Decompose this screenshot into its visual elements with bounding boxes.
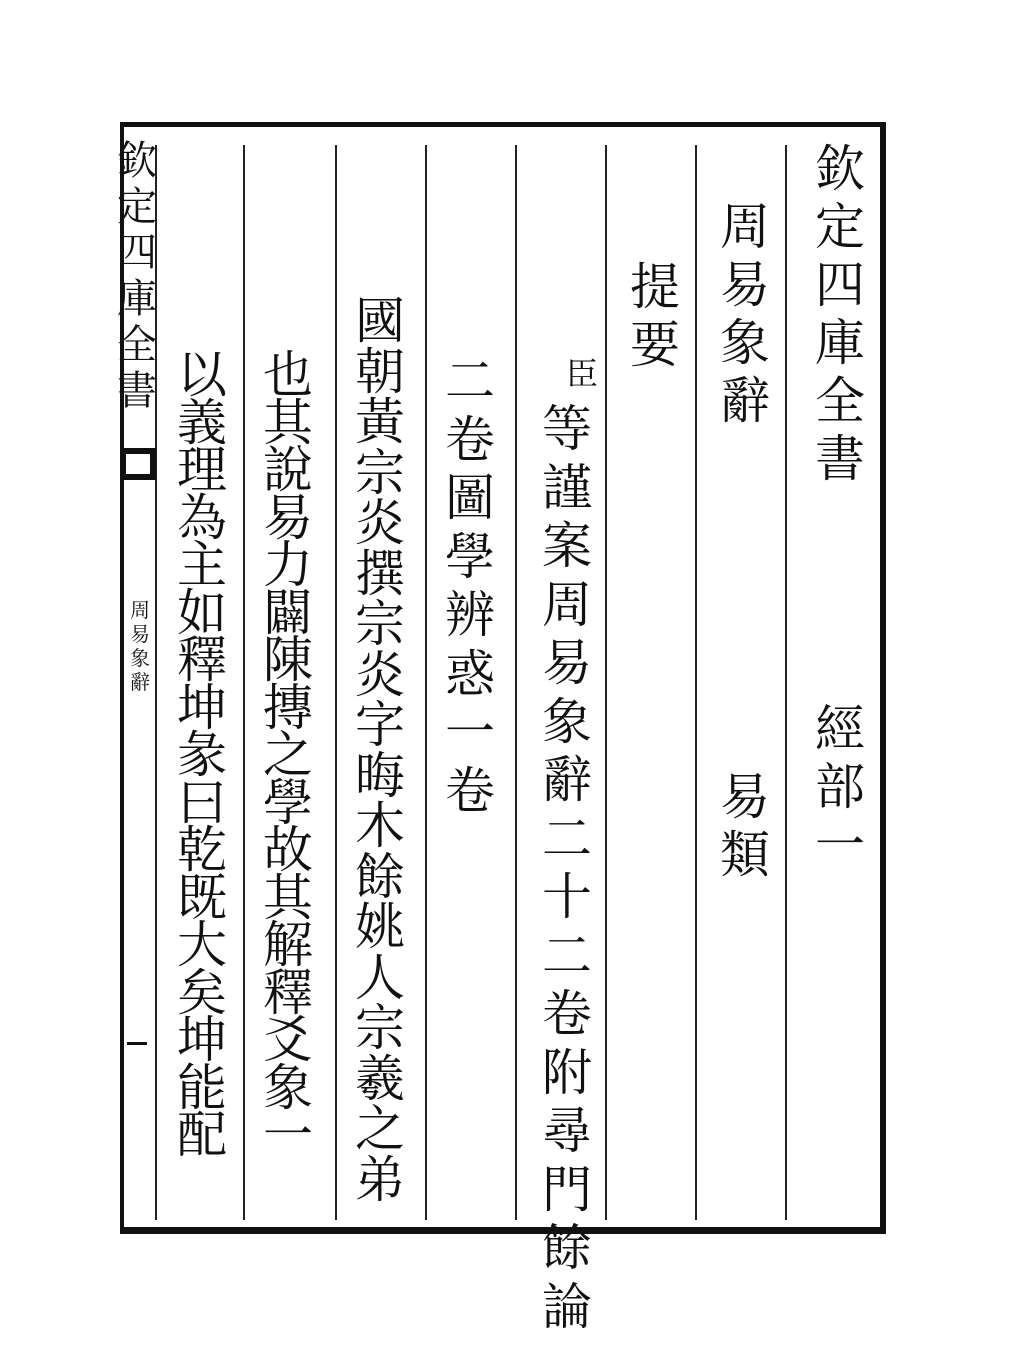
glyph: 論 bbox=[542, 1277, 592, 1336]
glyph: 象 bbox=[542, 692, 592, 751]
glyph: 提 bbox=[630, 258, 680, 316]
glyph: 如 bbox=[177, 583, 227, 642]
glyph: 書 bbox=[815, 430, 865, 488]
glyph: 朝 bbox=[355, 342, 405, 401]
glyph: 一 bbox=[445, 703, 495, 761]
heading-abstract bbox=[625, 258, 685, 374]
glyph: 以 bbox=[177, 346, 227, 404]
fishtail-mark-inner bbox=[126, 454, 150, 474]
glyph: 四 bbox=[815, 256, 865, 314]
glyph: 宗 bbox=[355, 999, 405, 1057]
glyph: 易 bbox=[542, 634, 592, 692]
heading-book-title bbox=[715, 198, 775, 430]
glyph: 十 bbox=[542, 868, 592, 926]
glyph: 宗 bbox=[355, 595, 405, 653]
glyph: 彖 bbox=[177, 726, 227, 784]
glyph: 門 bbox=[542, 1160, 592, 1219]
glyph: 周 bbox=[720, 198, 770, 256]
glyph: 辭 bbox=[720, 372, 770, 430]
margin-book-title bbox=[120, 598, 160, 694]
glyph: 闢 bbox=[263, 583, 313, 642]
column-rule bbox=[335, 145, 337, 1220]
glyph: 炎 bbox=[355, 494, 405, 552]
glyph: 謹 bbox=[542, 458, 592, 517]
column-rule bbox=[515, 145, 517, 1220]
glyph: 學 bbox=[263, 773, 313, 832]
glyph: 說 bbox=[263, 441, 313, 499]
glyph: 也 bbox=[263, 346, 313, 404]
glyph: 圖 bbox=[445, 469, 495, 527]
glyph: 為 bbox=[177, 488, 227, 547]
text-column-7 bbox=[258, 346, 318, 1164]
glyph: 欽 bbox=[815, 140, 865, 198]
glyph: 一 bbox=[263, 1106, 313, 1164]
glyph: 人 bbox=[355, 948, 405, 1007]
glyph: 宗 bbox=[355, 443, 405, 502]
glyph: 卷 bbox=[445, 761, 495, 820]
glyph: 晦 bbox=[355, 746, 405, 805]
glyph: 之 bbox=[355, 1100, 405, 1158]
glyph: 辭 bbox=[542, 751, 592, 809]
glyph: 餘 bbox=[355, 847, 405, 906]
frame-bottom-border bbox=[120, 1227, 886, 1234]
glyph: 象 bbox=[130, 646, 150, 670]
glyph: 附 bbox=[542, 1043, 592, 1102]
glyph: 全 bbox=[815, 372, 865, 430]
text-column-5 bbox=[440, 352, 500, 820]
glyph: 四 bbox=[117, 230, 157, 276]
glyph: 國 bbox=[355, 292, 405, 350]
glyph: 矣 bbox=[177, 963, 227, 1022]
text-column-8 bbox=[172, 346, 232, 1164]
glyph: 摶 bbox=[263, 678, 313, 737]
glyph: 案 bbox=[542, 517, 592, 575]
heading-category bbox=[715, 768, 775, 884]
glyph: 周 bbox=[130, 598, 150, 622]
glyph: 姚 bbox=[355, 898, 405, 956]
frame-top-border bbox=[124, 122, 886, 127]
glyph: 能 bbox=[177, 1058, 227, 1117]
glyph: 要 bbox=[630, 316, 680, 374]
glyph: 書 bbox=[117, 368, 157, 414]
glyph: 乾 bbox=[177, 821, 227, 879]
glyph: 易 bbox=[720, 768, 770, 826]
glyph: 羲 bbox=[355, 1049, 405, 1108]
text-column-4 bbox=[537, 400, 597, 1336]
glyph: 解 bbox=[263, 916, 313, 974]
glyph: 卷 bbox=[542, 985, 592, 1043]
glyph: 易 bbox=[263, 488, 313, 547]
glyph: 全 bbox=[117, 322, 157, 368]
glyph: 定 bbox=[117, 184, 157, 230]
column-rule bbox=[425, 145, 427, 1220]
heading-collection-title bbox=[810, 140, 870, 488]
glyph: 辭 bbox=[130, 670, 150, 694]
text-column-6 bbox=[350, 292, 410, 1209]
glyph: 二 bbox=[445, 352, 495, 410]
glyph: 餘 bbox=[542, 1219, 592, 1277]
glyph: 義 bbox=[177, 393, 227, 452]
glyph: 其 bbox=[263, 393, 313, 452]
glyph: 等 bbox=[542, 400, 592, 458]
glyph: 經 bbox=[815, 700, 865, 758]
column-rule bbox=[695, 145, 697, 1220]
glyph: 類 bbox=[720, 826, 770, 884]
text-minister bbox=[552, 356, 612, 392]
frame-right-border bbox=[880, 122, 886, 1232]
glyph: 學 bbox=[445, 527, 495, 586]
glyph: 曰 bbox=[177, 773, 227, 832]
glyph: 庫 bbox=[815, 314, 865, 372]
glyph: 象 bbox=[263, 1058, 313, 1117]
glyph: 木 bbox=[355, 797, 405, 855]
glyph: 部 bbox=[815, 758, 865, 816]
glyph: 尋 bbox=[542, 1102, 592, 1160]
glyph: 陳 bbox=[263, 631, 313, 689]
glyph: 坤 bbox=[177, 1011, 227, 1069]
column-rule bbox=[243, 145, 245, 1220]
glyph: 弟 bbox=[355, 1150, 405, 1209]
glyph: 象 bbox=[720, 314, 770, 372]
margin-page-number-text bbox=[124, 1026, 144, 1055]
glyph: 坤 bbox=[177, 678, 227, 737]
glyph: 臣 bbox=[565, 355, 598, 393]
glyph: 力 bbox=[263, 536, 313, 594]
glyph: 黃 bbox=[355, 393, 405, 451]
glyph: 之 bbox=[263, 726, 313, 784]
glyph: 炎 bbox=[355, 645, 405, 704]
glyph: 理 bbox=[177, 441, 227, 499]
glyph: 釋 bbox=[177, 631, 227, 689]
margin-collection-title bbox=[117, 138, 157, 414]
glyph: 撰 bbox=[355, 544, 405, 603]
glyph: 欽 bbox=[117, 138, 157, 184]
glyph: 其 bbox=[263, 868, 313, 927]
column-rule bbox=[785, 145, 787, 1220]
glyph: 配 bbox=[177, 1106, 227, 1164]
glyph: 釋 bbox=[263, 963, 313, 1022]
column-rule bbox=[605, 145, 607, 1220]
glyph: 故 bbox=[263, 821, 313, 879]
glyph: 大 bbox=[177, 916, 227, 974]
glyph: 卷 bbox=[445, 410, 495, 469]
glyph: 易 bbox=[130, 622, 150, 646]
glyph: 定 bbox=[815, 198, 865, 256]
glyph: 惑 bbox=[445, 644, 495, 703]
glyph: 主 bbox=[177, 536, 227, 594]
glyph: 二 bbox=[542, 926, 592, 985]
glyph: 字 bbox=[355, 696, 405, 754]
glyph: 周 bbox=[542, 575, 592, 634]
heading-section bbox=[810, 700, 870, 874]
glyph: 一 bbox=[815, 816, 865, 874]
glyph: 二 bbox=[542, 809, 592, 868]
glyph: 既 bbox=[177, 868, 227, 927]
glyph: 爻 bbox=[263, 1011, 313, 1069]
glyph: 庫 bbox=[117, 276, 157, 322]
glyph: 易 bbox=[720, 256, 770, 314]
glyph: 辨 bbox=[445, 586, 495, 644]
